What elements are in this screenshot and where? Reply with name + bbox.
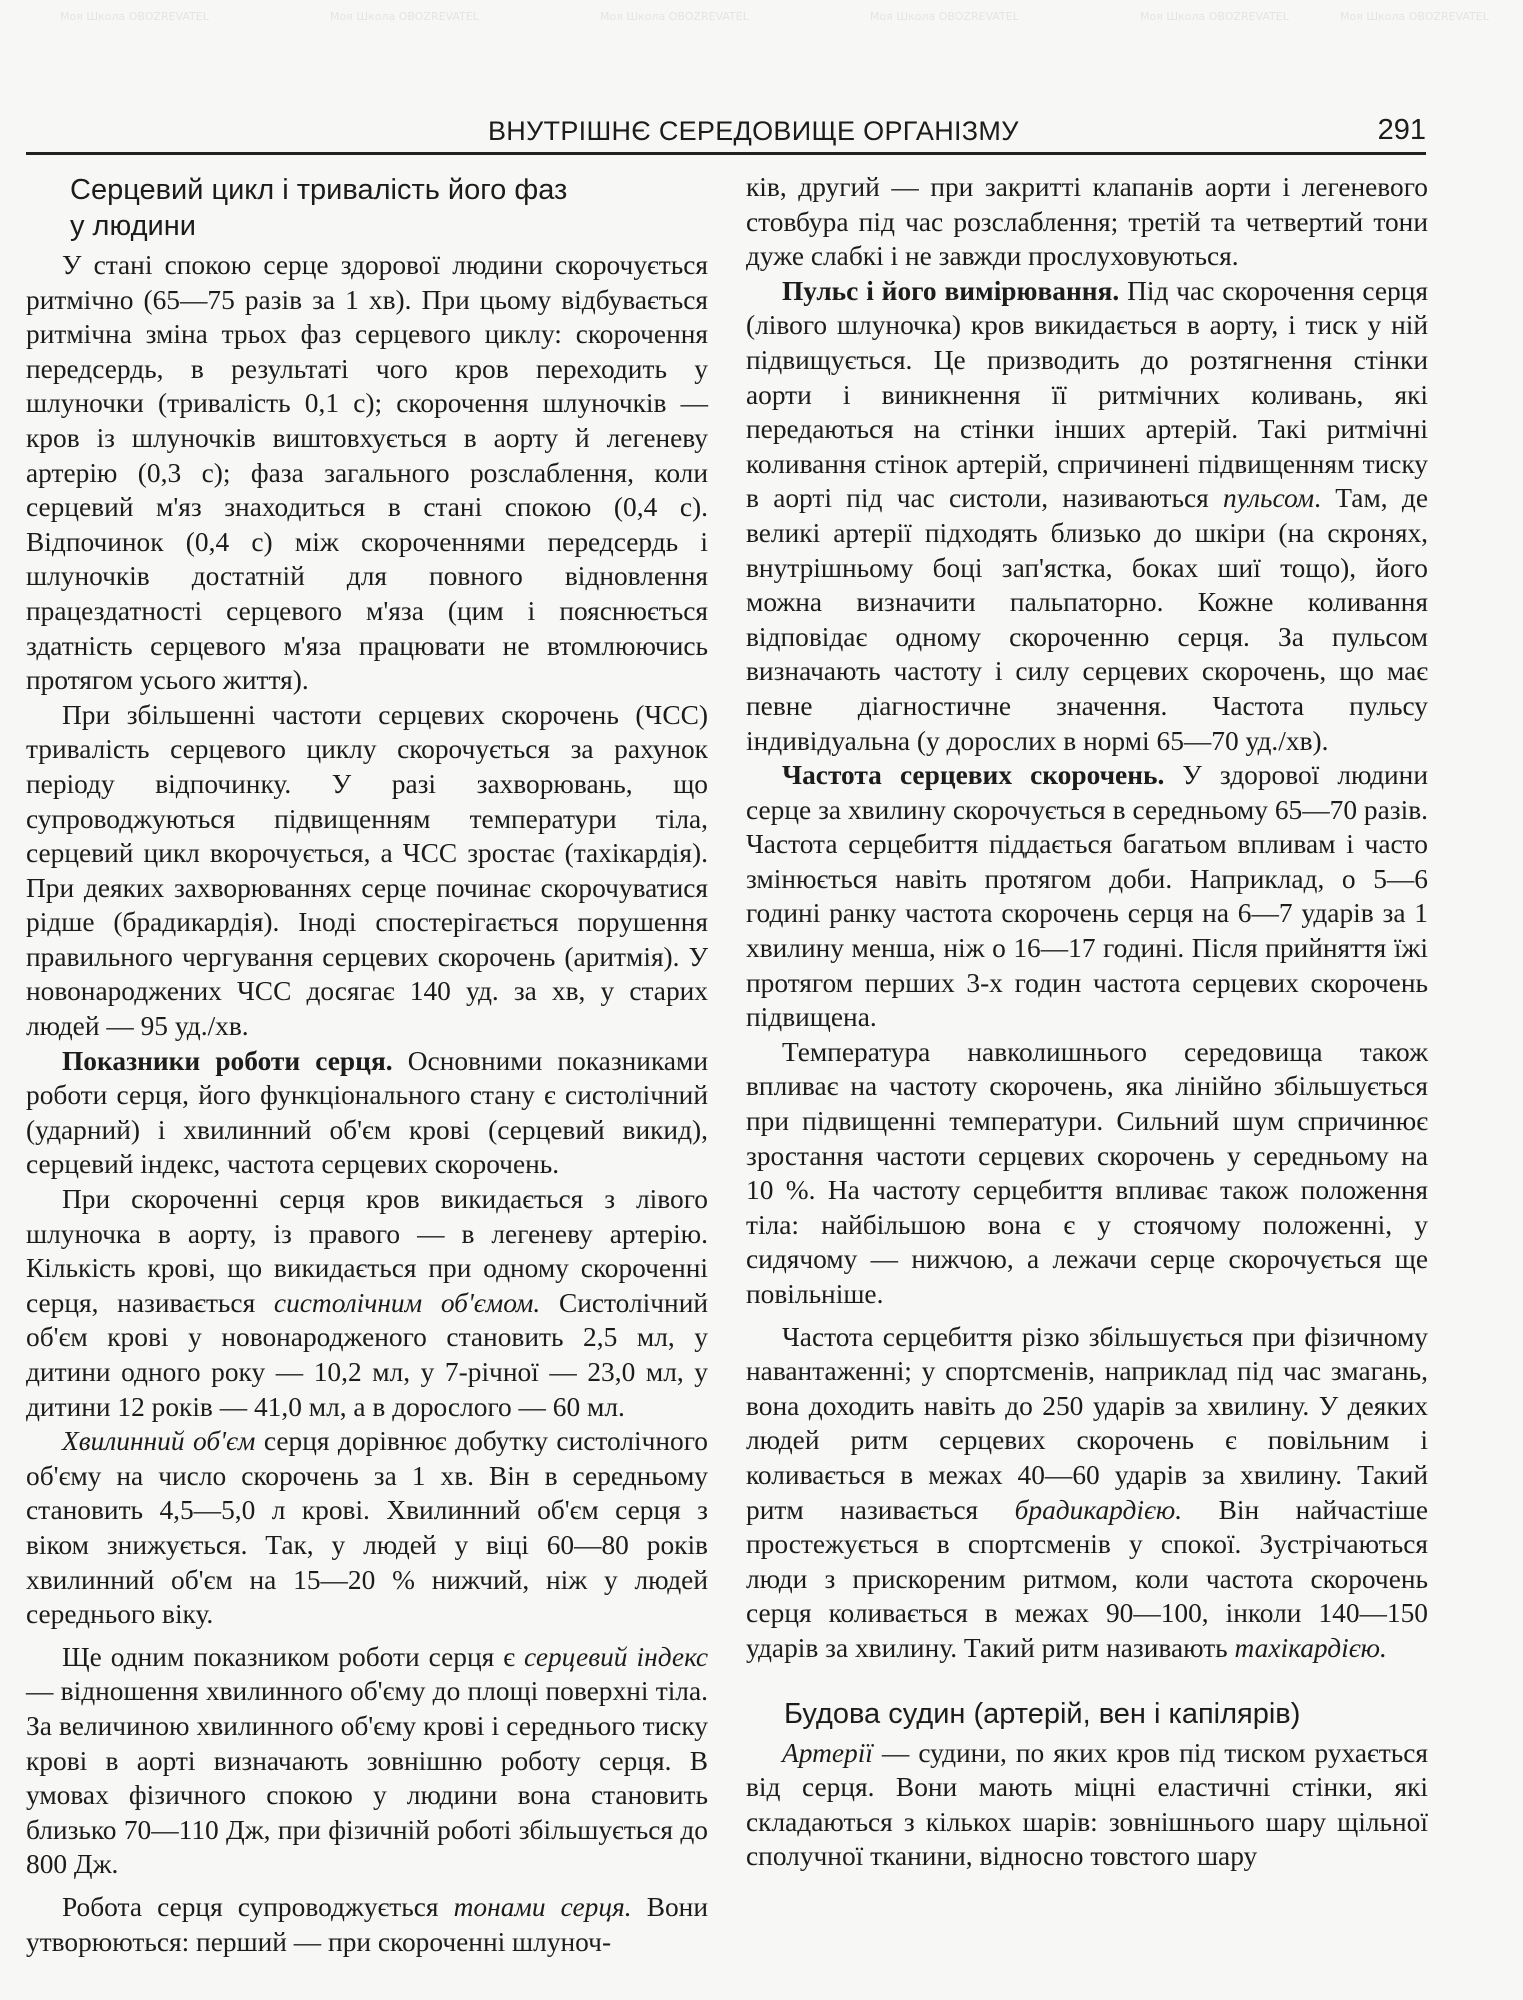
bold-term: Показники роботи серця. xyxy=(62,1045,393,1076)
watermark: Моя Школа OBOZREVATEL xyxy=(60,10,209,23)
italic-term: пульсом xyxy=(1223,483,1315,514)
paragraph: Частота серцевих скорочень. У здорової людини серце за хвилину скорочується в середньому 65—70 разів. Частота серцебиття піддається багатьом впливам і часто змінюється навіть протягом доби. Наприклад, о 5—6 годині ранку частота скорочень серця на 6—7 ударів за 1 хвилину менша, ніж о 16—17 годині. Після прийняття їжі протягом перших 3-х годин частота серцевих скорочень підвищена. xyxy=(746,760,1428,1033)
page-number: 291 xyxy=(1377,114,1426,146)
paragraph: Показники роботи серця. Основними показниками роботи серця, його функціонального стану є систолічний (ударний) і хвилинний об'єм крові (серцевий викид), серцевий індекс, частота серцевих скорочень. xyxy=(26,1045,708,1180)
watermark: Моя Школа OBOZREVATEL xyxy=(1340,10,1489,23)
italic-term: тахікардією. xyxy=(1234,1632,1387,1663)
paragraph: При скороченні серця кров викидається з лівого шлуночка в аорту, із правого — в легеневу артерію. Кількість крові, що викидається при одному скороченні серця, називається систолічним об'ємом. Систолічний об'єм крові у новонародженого становить 2,5 мл, у дитини одного року — 10,2 мл, у 7-річної — 23,0 мл, у дитини 12 років — 41,0 мл, а в дорослого — 60 мл. xyxy=(26,1184,709,1422)
header-title: ВНУТРІШНЄ СЕРЕДОВИЩЕ ОРГАНІЗМУ xyxy=(488,116,1019,146)
bold-term: Частота серцевих скорочень. xyxy=(782,760,1165,791)
watermark: Моя Школа OBOZREVATEL xyxy=(330,10,479,23)
watermark: Моя Школа OBOZREVATEL xyxy=(870,10,1019,23)
paragraph: ків, другий — при закритті клапанів аорти і легеневого стовбура під час розслаблення; третій та четвертий тони дуже слабкі і не завжди прослуховуються. xyxy=(746,172,1428,272)
paragraph: Пульс і його вимірювання. Під час скорочення серця (лівого шлуночка) кров викидається в аорту, і тиск у ній підвищується. Це призводить до розтягнення стінки аорти і виникнення її ритмічних коливань, які передаються на стінки інших артерій. Такі ритмічні коливання стінок артерій, спричинені підвищенням тиску в аорті під час систоли, називаються пульсом. Там, де великі артерії підходять близько до шкіри (на скронях, внутрішньому боці зап'ястка, боках шиї тощо), його можна визначити пальпаторно. Кожне коливання відповідає одному скороченню серця. За пульсом визначають частоту і силу серцевих скорочень, що має певне діагностичне значення. Частота пульсу індивідуальна (у дорослих в нормі 65—70 уд./хв). xyxy=(746,275,1428,756)
section-heading-cardiac-cycle: Серцевий цикл і тривалість його фаз у людини xyxy=(70,174,568,242)
italic-term: брадикардією. xyxy=(1014,1494,1183,1525)
paragraph: У стані спокою серце здорової людини скорочується ритмічно (65—75 разів за 1 хв). При цьому відбувається ритмічна зміна трьох фаз серцевого циклу: скорочення передсердь, в результаті чого кров переходить у шлуночки (тривалість 0,1 с); скорочення шлуночків — кров із шлуночків виштовхується в аорту й легеневу артерію (0,3 с); фаза загального розслаблення, коли серцевий м'яз знаходиться в стані спокою (0,4 с). Відпочинок (0,4 с) між скороченнями передсердь і шлуночків достатній для повного відновлення працездатності серцевого м'яза (цим і пояснюється здатність серцевого м'яза працювати не втомлюючись протягом усього життя). xyxy=(26,250,708,696)
running-header xyxy=(26,112,1426,155)
italic-term: систолічним об'ємом. xyxy=(273,1287,541,1318)
left-column xyxy=(26,172,708,1959)
paragraph: Артерії — судини, по яких кров під тиском рухається від серця. Вони мають міцні еластичні стінки, які складаються з кількох шарів: зовнішнього шару щільної сполучної тканини, відносно товстого шару xyxy=(746,1737,1428,1872)
section-heading-vessels: Будова судин (артерій, вен і капілярів) xyxy=(784,1697,1301,1730)
paragraph: Температура навколишнього середовища також впливає на частоту скорочень, яка лінійно збільшується при підвищенні температури. Сильний шум спричинює зростання частоти серцевих скорочень у середньому на 10 %. На частоту серцебиття впливає також положення тіла: найбільшою вона є у стоячому положенні, у сидячому — нижчою, а лежачи серце скорочується ще повільніше. xyxy=(746,1036,1428,1309)
paragraph: Робота серця супроводжується тонами серця. Вони утворюються: перший — при скороченні шлуноч- xyxy=(26,1891,708,1957)
paragraph: Хвилинний об'єм серця дорівнює добутку систолічного об'єму на число скорочень за 1 хв. Він в середньому становить 4,5—5,0 л крові. Хвилинний об'єм серця з віком знижується. Так, у людей у віці 60—80 років хвилинний об'єм на 15—20 % нижчий, ніж у людей середнього віку. xyxy=(26,1426,708,1630)
italic-term: Хвилинний об'єм xyxy=(62,1426,256,1457)
bold-term: Пульс і його вимірювання. xyxy=(782,275,1120,306)
paragraph: При збільшенні частоти серцевих скорочень (ЧСС) тривалість серцевого циклу скорочується за рахунок періоду відпочинку. У разі захворювань, що супроводжуються підвищенням температури тіла, серцевий цикл вкорочується, а ЧСС зростає (тахікардія). При деяких захворюваннях серце починає скорочуватися рідше (брадикардія). Іноді спостерігається порушення правильного чергування серцевих скорочень (аритмія). У новонароджених ЧСС досягає 140 уд. за хв, у старих людей — 95 уд./хв. xyxy=(26,699,708,1042)
watermark: Моя Школа OBOZREVATEL xyxy=(600,10,749,23)
italic-term: тонами серця. xyxy=(453,1891,632,1922)
italic-term: Артерії xyxy=(782,1737,873,1768)
italic-term: серцевий індекс xyxy=(524,1641,708,1672)
right-column xyxy=(746,170,1428,1874)
watermark: Моя Школа OBOZREVATEL xyxy=(1140,10,1289,23)
paragraph: Частота серцебиття різко збільшується при фізичному навантаженні; у спортсменів, наприклад під час змагань, вона доходить навіть до 250 ударів за хвилину. У деяких людей ритм серцевих скорочень є повільним і коливається в межах 40—60 ударів за хвилину. Такий ритм називається брадикардією. Він найчастіше простежується в спортсменів у спокої. Зустрічаються люди з прискореним ритмом, коли частота скорочень серця коливається в межах 90—100, інколи 140—150 ударів за хвилину. Такий ритм називають тахікардією. xyxy=(746,1321,1428,1663)
paragraph: Ще одним показником роботи серця є серцевий індекс — відношення хвилинного об'єму до площі поверхні тіла. За величиною хвилинного об'єму крові і середнього тиску крові в аорті визначають зовнішню роботу серця. В умовах фізичного спокою у людини вона становить близько 70—110 Дж, при фізичній роботі збільшується до 800 Дж. xyxy=(26,1641,708,1880)
